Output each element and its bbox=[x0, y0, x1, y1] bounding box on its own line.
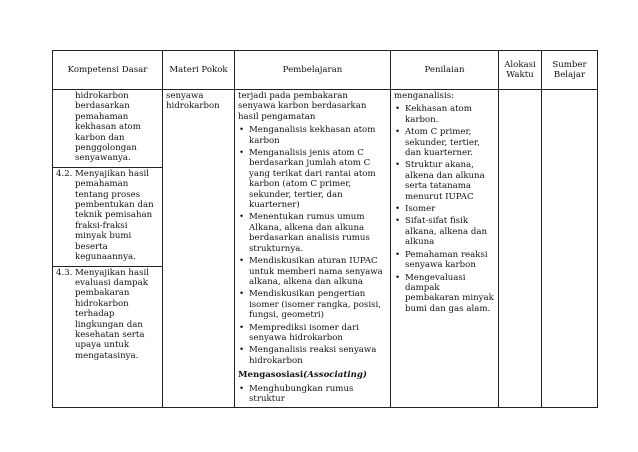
alokasi-waktu-cell bbox=[499, 90, 542, 408]
step-heading bbox=[238, 370, 387, 380]
kompetensi-text: hidrokarbon berdasarkan pemahaman kekhasan atom karbon dan penggolongan senyawanya. bbox=[75, 91, 141, 164]
kompetensi-number: 4.3. bbox=[56, 267, 73, 278]
kompetensi-text: Menyajikan hasil pemahaman tentang proses pembentukan dan teknik pemisahan fraksi-fraksi minyak bumi beserta kegunaannya. bbox=[75, 168, 154, 263]
header-alokasi-waktu: Alokasi Waktu bbox=[499, 51, 542, 90]
kompetensi-item bbox=[53, 167, 162, 266]
list-item: • Mendiskusikan pengertian isomer (isomer rangka, posisi, fungsi, geometri) bbox=[238, 289, 387, 320]
list-item: • Sifat-sifat fisik alkana, alkena dan alkuna bbox=[394, 216, 495, 247]
kompetensi-text: Menyajikan hasil evaluasi dampak pembakaran hidrokarbon terhadap lingkungan dan kesehatan serta upaya untuk mengatasinya. bbox=[75, 267, 149, 361]
kompetensi-item-continued bbox=[53, 90, 162, 167]
sumber-belajar-cell bbox=[542, 90, 598, 408]
list-item: • Menentukan rumus umum Alkana, alkena dan alkuna berdasarkan analisis rumus strukturnya. bbox=[238, 212, 387, 254]
penilaian-cell bbox=[391, 90, 499, 408]
header-kompetensi-dasar: Kompetensi Dasar bbox=[53, 51, 163, 90]
pembelajaran-lead: terjadi pada pembakaran senyawa karbon berdasarkan hasil pengamatan bbox=[238, 91, 367, 122]
header-pembelajaran: Pembelajaran bbox=[235, 51, 391, 90]
kompetensi-number: 4.2. bbox=[56, 168, 73, 179]
step-label-english: (Associating) bbox=[303, 370, 367, 381]
list-item: • Atom C primer, sekunder, tertier, dan kuarterner. bbox=[394, 127, 495, 158]
list-item: • Mengevaluasi dampak pembakaran minyak bumi dan gas alam. bbox=[394, 273, 495, 315]
list-item: • Memprediksi isomer dari senyawa hidrokarbon bbox=[238, 323, 387, 344]
pembelajaran-cell bbox=[235, 90, 391, 408]
kompetensi-dasar-cell bbox=[53, 90, 163, 408]
list-item: • Mendiskusikan aturan IUPAC untuk memberi nama senyawa alkana, alkena dan alkuna bbox=[238, 256, 387, 287]
list-item: • Menganalisis reaksi senyawa hidrokarbon bbox=[238, 345, 387, 366]
content-row bbox=[53, 90, 598, 408]
header-sumber-belajar: Sumber Belajar bbox=[542, 51, 598, 90]
header-row bbox=[53, 51, 598, 90]
step-list bbox=[238, 384, 387, 405]
list-item: • Pemahaman reaksi senyawa karbon bbox=[394, 250, 495, 271]
pembelajaran-list bbox=[238, 125, 387, 366]
penilaian-list bbox=[394, 104, 495, 314]
kompetensi-item bbox=[53, 266, 162, 365]
list-item: • Menganalisis kekhasan atom karbon bbox=[238, 125, 387, 146]
list-item: • Struktur akana, alkena dan alkuna serta tatanama menurut IUPAC bbox=[394, 160, 495, 202]
materi-pokok-cell bbox=[163, 90, 235, 408]
list-item: • Isomer bbox=[394, 204, 495, 214]
header-penilaian: Penilaian bbox=[391, 51, 499, 90]
list-item: • Kekhasan atom karbon. bbox=[394, 104, 495, 125]
penilaian-lead: menganalisis: bbox=[394, 91, 455, 101]
list-item: • Menghubungkan rumus struktur bbox=[238, 384, 387, 405]
step-label: Mengasosiasi bbox=[238, 370, 304, 381]
header-materi-pokok: Materi Pokok bbox=[163, 51, 235, 90]
list-item: • Menganalisis jenis atom C berdasarkan jumlah atom C yang terikat dari rantai atom karbon (atom C primer, sekunder, tertier, dan kuarterner) bbox=[238, 148, 387, 210]
syllabus-table bbox=[52, 50, 598, 408]
materi-pokok-text: senyawa hidrokarbon bbox=[166, 91, 220, 112]
